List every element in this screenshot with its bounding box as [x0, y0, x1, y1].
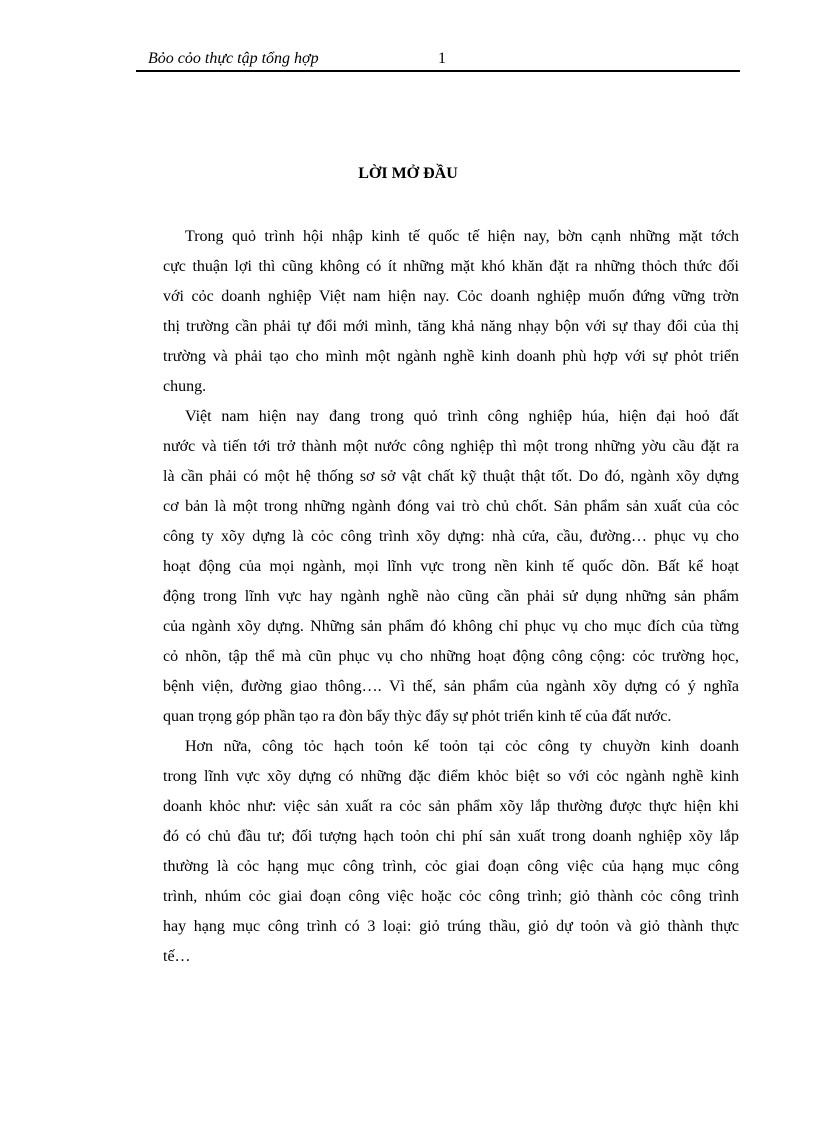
- text-line: là cần phải có một hệ thống sơ sở vật chất kỹ thuật thật tốt. Do đó, ngành xõy dựng: [163, 468, 739, 485]
- text-line: chung.: [163, 378, 207, 395]
- text-line: thường là cỏc hạng mục công trình, cỏc giai đoạn công việc của hạng mục công: [163, 858, 739, 875]
- text-line: đó có chủ đầu tư; đối tượng hạch toỏn chi phí sản xuất trong doanh nghiệp xõy lắp: [163, 828, 739, 845]
- paragraph-3: [163, 732, 739, 972]
- text-line: nước và tiến tới trở thành một nước công nghiệp thì một trong những yờu cầu đặt ra: [163, 438, 739, 455]
- text-line: Trong quỏ trình hội nhập kinh tế quốc tế hiện nay, bờn cạnh những mặt tớch: [185, 228, 739, 245]
- text-line: hay hạng mục công trình có 3 loại: giỏ trúng thầu, giỏ dự toỏn và giỏ thành thực: [163, 918, 739, 935]
- text-line: doanh khỏc như: việc sản xuất ra cỏc sản phẩm xõy lắp thường được thực hiện khi: [163, 798, 739, 815]
- text-line: Hơn nữa, công tỏc hạch toỏn kế toỏn tại cỏc công ty chuyờn kinh doanh: [185, 738, 739, 755]
- paragraph-1: [163, 222, 739, 402]
- text-line: cỏ nhõn, tập thể mà cũn phục vụ cho những hoạt động công cộng: cỏc trường học,: [163, 648, 739, 665]
- header-title: Bỏo cỏo thực tập tổng hợp: [148, 50, 319, 67]
- text-line: với cỏc doanh nghiệp Việt nam hiện nay. Cỏc doanh nghiệp muốn đứng vững trờn: [163, 288, 739, 305]
- text-line: hoạt động của mọi ngành, mọi lĩnh vực trong nền kinh tế quốc dõn. Bất kể hoạt: [163, 558, 739, 575]
- text-line: thị trường cần phải tự đổi mới mình, tăng khả năng nhạy bộn với sự thay đổi của thị: [163, 318, 739, 335]
- text-line: của ngành xõy dựng. Những sản phẩm đó không chỉ phục vụ cho mục đích của từng: [163, 618, 739, 635]
- text-line: trình, nhúm cỏc giai đoạn công việc hoặc cỏc công trình; giỏ thành cỏc công trình: [163, 888, 739, 905]
- text-line: Việt nam hiện nay đang trong quỏ trình công nghiệp húa, hiện đại hoỏ đất: [185, 408, 739, 425]
- document-title: LỜI MỞ ĐẦU: [358, 165, 458, 182]
- paragraph-2: [163, 402, 739, 732]
- text-line: công ty xõy dựng là cỏc công trình xõy dựng: nhà cửa, cầu, đường… phục vụ cho: [163, 528, 739, 545]
- text-line: tế…: [163, 948, 191, 965]
- text-line: động trong lĩnh vực hay ngành nghề nào cũng cần phải sử dụng những sản phẩm: [163, 588, 739, 605]
- text-line: cực thuận lợi thì cũng không có ít những mặt khó khăn đặt ra những thỏch thức đối: [163, 258, 739, 275]
- page-number: 1: [438, 50, 446, 67]
- page-header: [136, 48, 740, 72]
- text-line: trường và phải tạo cho mình một ngành nghề kinh doanh phù hợp với sự phỏt triển: [163, 348, 739, 365]
- document-body: [163, 222, 739, 972]
- text-line: cơ bản là một trong những ngành đóng vai trò chủ chốt. Sản phẩm sản xuất của cỏc: [163, 498, 739, 515]
- text-line: bệnh viện, đường giao thông…. Vì thế, sản phẩm của ngành xõy dựng có ý nghĩa: [163, 678, 739, 695]
- text-line: quan trọng góp phần tạo ra đòn bẩy thỳc đẩy sự phỏt triển kinh tế của đất nước.: [163, 708, 672, 725]
- text-line: trong lĩnh vực xõy dựng có những đặc điểm khỏc biệt so với cỏc ngành nghề kinh: [163, 768, 739, 785]
